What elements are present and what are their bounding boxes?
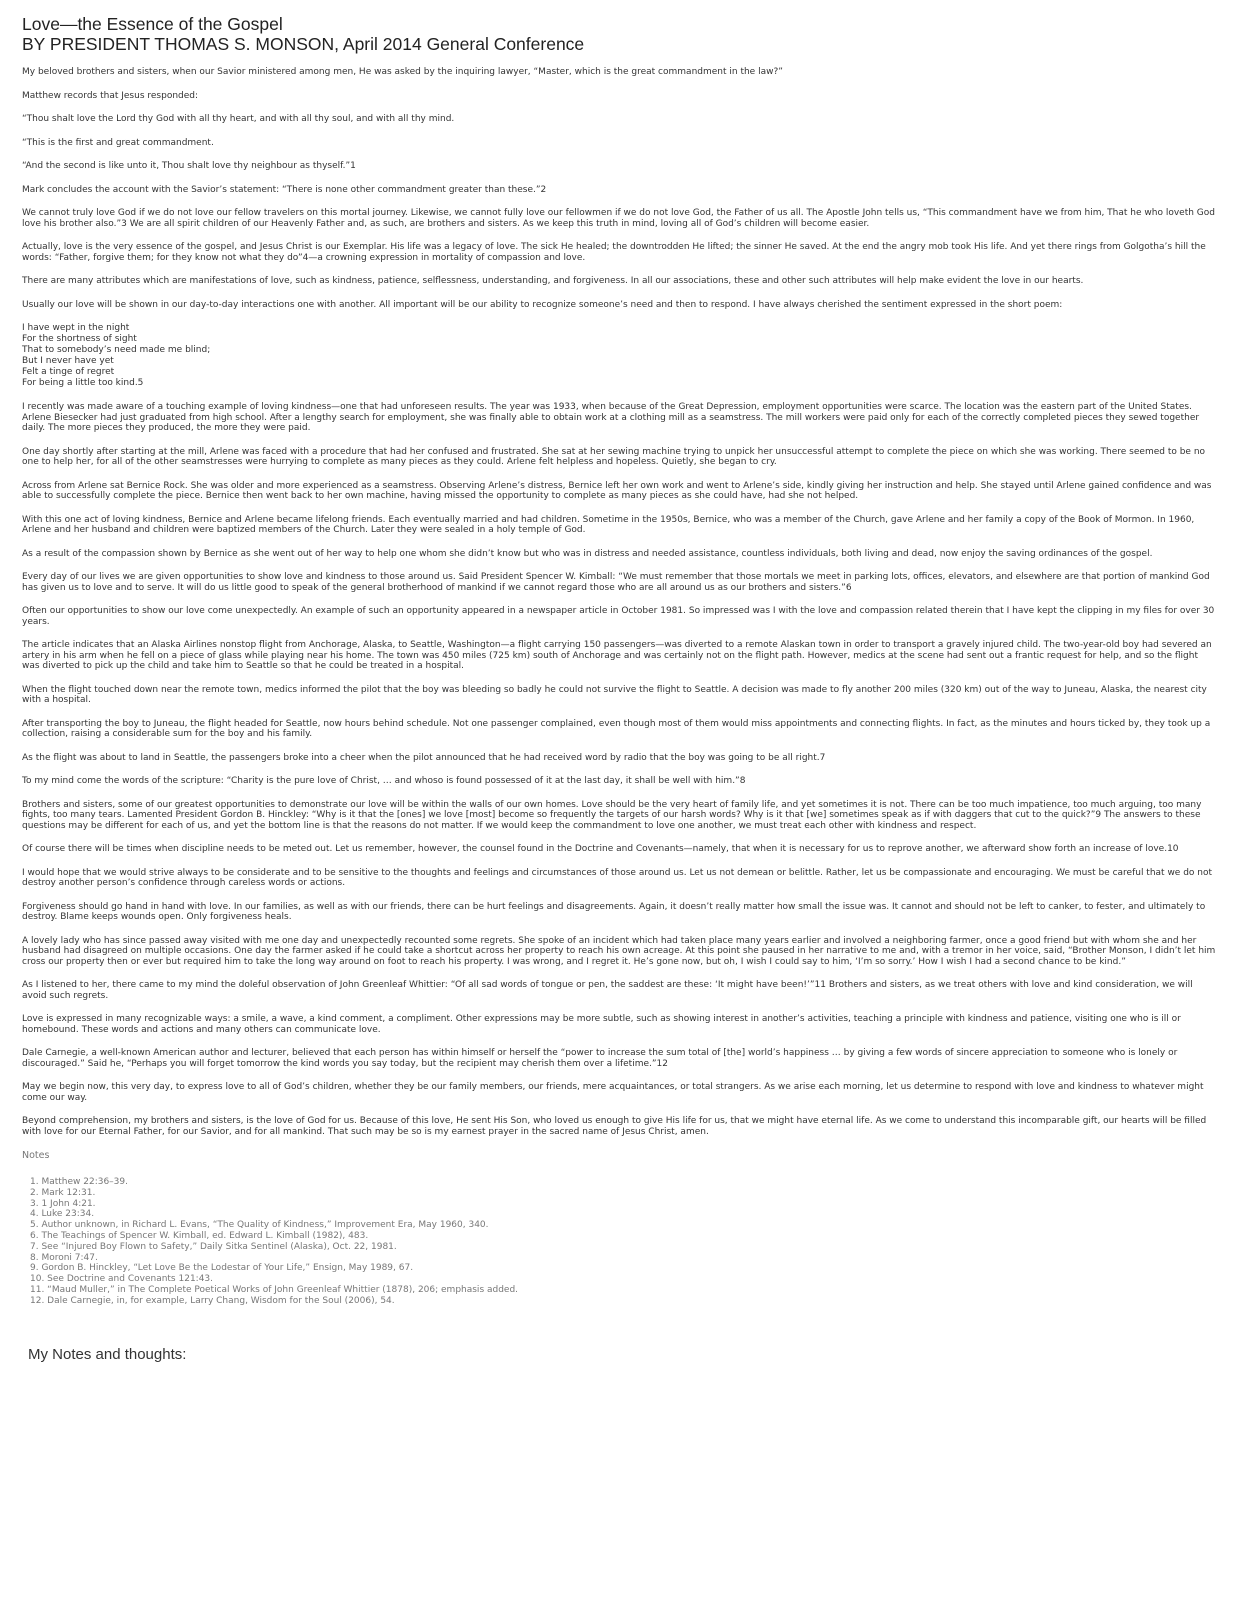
- notes-section: [22, 1150, 1218, 1307]
- paragraph: Often our opportunities to show our love come unexpectedly. An example of such an opportunity appeared in a newspaper article in October 1981. So impressed was I with the love and compassion related therein that I have kept the clipping in my files for over 30 years.: [22, 606, 1215, 627]
- paragraph: One day shortly after starting at the mill, Arlene was faced with a procedure that had her confused and frustrated. She sat at her sewing machine trying to unpick her unsuccessful attempt to complete the piece on which she was working. There seemed to be no one to help her, for all of the other seamstresses were hurrying to complete as many pieces as they could. Arlene felt helpless and hopeless. Quietly, she began to cry.: [22, 446, 1206, 467]
- paragraph: Matthew records that Jesus responded:: [22, 90, 199, 101]
- paragraph: My beloved brothers and sisters, when our Savior ministered among men, He was asked by the inquiring lawyer, “Master, which is the great commandment in the law?”: [22, 67, 783, 77]
- note-item: 1. Matthew 22:36–39.: [30, 1177, 128, 1187]
- paragraph: After transporting the boy to Juneau, the flight headed for Seattle, now hours behind schedule. Not one passenger complained, even though most of them would miss appointments and connecting flights. In fact, as the minutes and hours ticked by, they took up a collection, raising a considerable sum for the boy and his family.: [22, 718, 1211, 739]
- paragraph: Dale Carnegie, a well-known American author and lecturer, believed that each person has within himself or herself the “power to increase the sum total of [the] world’s happiness … by giving a few words of sincere appreciation to someone who is lonely or discouraged.” Said he, “Perhaps you will forget tomorrow the kind words you say today, but the recipient may cherish them over a lifetime.”12: [22, 1048, 1178, 1069]
- paragraph: I recently was made aware of a touching example of loving kindness—one that had unforeseen results. The year was 1933, when because of the Great Depression, employment opportunities were scarce. The location was the eastern part of the United States. Arlene Biesecker had just graduated from high school. After a lengthy search for employment, she was finally able to obtain work at a clothing mill as a seamstress. The mill workers were paid only for each of the correctly completed pieces they sewed together daily. The more pieces they produced, the more they were paid.: [22, 402, 1200, 433]
- paragraph: May we begin now, this very day, to express love to all of God’s children, whether they be our family members, our friends, mere acquaintances, or total strangers. As we arise each morning, let us determine to respond with love and kindness to whatever might come our way.: [22, 1082, 1204, 1103]
- paragraph: A lovely lady who has since passed away visited with me one day and unexpectedly recounted some regrets. She spoke of an incident which had taken place many years earlier and involved a neighboring farmer, once a good friend but with whom she and her husband had disagreed on multiple occasions. One day the farmer asked if he could take a shortcut across her property to reach his own acreage. At this point she paused in her narrative to me and, with a tremor in her voice, said, “Brother Monson, I didn’t let him cross our property then or ever but required him to take the long way around on foot to reach his property. I was wrong, and I regret it. He’s gone now, but oh, I wish I could say to him, ‘I’m so sorry.’ How I wish I had a second chance to be kind.”: [22, 935, 1216, 967]
- notes-list: [22, 1177, 1218, 1307]
- page-subtitle: BY PRESIDENT THOMAS S. MONSON, April 2014 General Conference: [22, 34, 585, 54]
- poem-line: For the shortness of sight: [22, 334, 137, 344]
- paragraph: Actually, love is the very essence of the gospel, and Jesus Christ is our Exemplar. His life was a legacy of love. The sick He healed; the downtrodden He lifted; the sinner He saved. At the end the angry mob took His life. And yet there rings from Golgotha’s hill the words: “Father, forgive them; for they know not what they do”4—a crowning expression in mortality of compassion and love.: [22, 242, 1206, 263]
- paragraph: “Thou shalt love the Lord thy God with all thy heart, and with all thy soul, and with all thy mind.: [22, 114, 455, 124]
- paragraph: Forgiveness should go hand in hand with love. In our families, as well as with our friends, there can be hurt feelings and disagreements. Again, it doesn’t really matter how small the issue was. It cannot and should not be left to canker, to fester, and ultimately to destroy. Blame keeps wounds open. Only forgiveness heals.: [22, 901, 1206, 922]
- poem: [22, 323, 1218, 389]
- note-item: 8. Moroni 7:47.: [30, 1252, 98, 1263]
- note-item: 4. Luke 23:34.: [30, 1209, 95, 1220]
- poem-line: But I never have yet: [22, 356, 114, 366]
- note-item: 3. 1 John 4:21.: [30, 1198, 96, 1209]
- paragraph: Beyond comprehension, my brothers and sisters, is the love of God for us. Because of this love, He sent His Son, who loved us enough to give His life for us, that we might have eternal life. As we come to understand this incomparable gift, our hearts will be filled with love for our Eternal Father, for our Savior, and for all mankind. That such may be so is my earnest prayer in the sacred name of Jesus Christ, amen.: [22, 1116, 1207, 1137]
- document-page: [22, 14, 1218, 1363]
- paragraph: “And the second is like unto it, Thou shalt love thy neighbour as thyself.”1: [22, 161, 356, 171]
- poem-line: That to somebody’s need made me blind;: [22, 345, 211, 355]
- paragraph: With this one act of loving kindness, Bernice and Arlene became lifelong friends. Each eventually married and had children. Sometime in the 1950s, Bernice, who was a member of the Church, gave Arlene and her family a copy of the Book of Mormon. In 1960, Arlene and her husband and children were baptized members of the Church. Later they were sealed in a holy temple of God.: [22, 514, 1195, 535]
- paragraph: Mark concludes the account with the Savior’s statement: “There is none other commandment greater than these.”2: [22, 184, 547, 195]
- paragraph: Brothers and sisters, some of our greatest opportunities to demonstrate our love will be within the walls of our own homes. Love should be the very heart of family life, and yet sometimes it is not. There can be too much impatience, too much arguing, too many fights, too many tears. Lamented President Gordon B. Hinckley: “Why is it that the [ones] we love [most] become so frequently the targets of our harsh words? Why is it that [we] sometimes speak as if with daggers that cut to the quick?”9 The answers to these questions may be different for each of us, and yet the bottom line is that the reasons do not matter. If we would keep the commandment to love one another, we must treat each other with kindness and respect.: [22, 799, 1202, 831]
- paragraph: There are many attributes which are manifestations of love, such as kindness, patience, selflessness, understanding, and forgiveness. In all our associations, these and other such attributes will help make evident the love in our hearts.: [22, 276, 1084, 286]
- paragraph: As the flight was about to land in Seattle, the passengers broke into a cheer when the pilot announced that he had received word by radio that the boy was going to be all right.7: [22, 752, 826, 763]
- poem-line: I have wept in the night: [22, 323, 130, 333]
- paragraph: We cannot truly love God if we do not love our fellow travelers on this mortal journey. Likewise, we cannot fully love our fellowmen if we do not love God, the Father of us all. The Apostle John tells us, “This commandment have we from him, That he who loveth God love his brother also.”3 We are all spirit children of our Heavenly Father and, as such, are brothers and sisters. As we keep this truth in mind, loving all of God’s children will become easier.: [22, 208, 1215, 229]
- article-body-intro: [22, 67, 1218, 310]
- poem-line: Felt a tinge of regret: [22, 367, 115, 377]
- paragraph: As a result of the compassion shown by Bernice as she went out of her way to help one whom she didn’t know but who was in distress and needed assistance, countless individuals, both living and dead, now enjoy the saving ordinances of the gospel.: [22, 548, 1153, 559]
- poem-line: For being a little too kind.5: [22, 378, 144, 388]
- paragraph: Love is expressed in many recognizable ways: a smile, a wave, a kind comment, a compliment. Other expressions may be more subtle, such as showing interest in another’s activities, teaching a principle with kindness and patience, visiting one who is ill or homebound. These words and actions and many others can communicate love.: [22, 1014, 1181, 1035]
- paragraph: Across from Arlene sat Bernice Rock. She was older and more experienced as a seamstress. Observing Arlene’s distress, Bernice left her own work and went to Arlene’s side, kindly giving her instruction and help. She stayed until Arlene gained confidence and was able to successfully complete the piece. Bernice then went back to her own machine, having missed the opportunity to complete as many pieces as she could have, had she not helped.: [22, 480, 1212, 501]
- paragraph: As I listened to her, there came to my mind the doleful observation of John Greenleaf Whittier: “Of all sad words of tongue or pen, the saddest are these: ‘It might have been!’”11 Brothers and sisters, as we treat others with love and kind consideration, we will avoid such regrets.: [22, 980, 1193, 1001]
- page-title: Love—the Essence of the Gospel: [22, 14, 283, 34]
- my-notes-heading: My Notes and thoughts:: [28, 1345, 187, 1363]
- paragraph: Every day of our lives we are given opportunities to show love and kindness to those around us. Said President Spencer W. Kimball: “We must remember that those mortals we meet in parking lots, offices, elevators, and elsewhere are that portion of mankind God has given us to love and to serve. It will do us little good to speak of the general brotherhood of mankind if we cannot regard those who are all around us as our brothers and sisters.”6: [22, 572, 1210, 593]
- paragraph: The article indicates that an Alaska Airlines nonstop flight from Anchorage, Alaska, to Seattle, Washington—a flight carrying 150 passengers—was diverted to a remote Alaskan town in order to transport a gravely injured child. The two-year-old boy had severed an artery in his arm when he fell on a piece of glass while playing near his home. The town was 450 miles (725 km) south of Anchorage and was certainly not on the flight path. However, medics at the scene had sent out a frantic request for help, and so the flight was diverted to pick up the child and take him to Seattle so that he could be treated in a hospital.: [22, 640, 1212, 671]
- note-item: 12. Dale Carnegie, in, for example, Larry Chang, Wisdom for the Soul (2006), 54.: [30, 1295, 395, 1306]
- note-item: 6. The Teachings of Spencer W. Kimball, ed. Edward L. Kimball (1982), 483.: [30, 1230, 369, 1241]
- note-item: 5. Author unknown, in Richard L. Evans, “The Quality of Kindness,” Improvement Era, May 1960, 340.: [30, 1220, 489, 1231]
- note-item: 10. See Doctrine and Covenants 121:43.: [30, 1274, 214, 1285]
- notes-heading: Notes: [22, 1150, 50, 1161]
- paragraph: Usually our love will be shown in our day-to-day interactions one with another. All important will be our ability to recognize someone’s need and then to respond. I have always cherished the sentiment expressed in the short poem:: [22, 299, 1063, 310]
- note-item: 11. “Maud Muller,” in The Complete Poetical Works of John Greenleaf Whittier (1878), 206; emphasis added.: [30, 1284, 519, 1295]
- note-item: 2. Mark 12:31.: [30, 1187, 96, 1198]
- note-item: 7. See “Injured Boy Flown to Safety,” Daily Sitka Sentinel (Alaska), Oct. 22, 1981.: [30, 1241, 397, 1252]
- paragraph: “This is the first and great commandment.: [22, 137, 214, 148]
- paragraph: When the flight touched down near the remote town, medics informed the pilot that the boy was bleeding so badly he could not survive the flight to Seattle. A decision was made to fly another 200 miles (320 km) out of the way to Juneau, Alaska, the nearest city with a hospital.: [22, 684, 1207, 705]
- article-body-main: [22, 402, 1218, 1137]
- paragraph: To my mind come the words of the scripture: “Charity is the pure love of Christ, … and whoso is found possessed of it at the last day, it shall be well with him.”8: [22, 776, 746, 786]
- note-item: 9. Gordon B. Hinckley, “Let Love Be the Lodestar of Your Life,” Ensign, May 1989, 67.: [30, 1263, 414, 1274]
- paragraph: I would hope that we would strive always to be considerate and to be sensitive to the thoughts and feelings and circumstances of those around us. Let us not demean or belittle. Rather, let us be compassionate and encouraging. We must be careful that we do not destroy another person’s confidence through careless words or actions.: [22, 867, 1213, 888]
- paragraph: Of course there will be times when discipline needs to be meted out. Let us remember, however, the counsel found in the Doctrine and Covenants—namely, that when it is necessary for us to reprove another, we afterward show forth an increase of love.10: [22, 844, 1179, 854]
